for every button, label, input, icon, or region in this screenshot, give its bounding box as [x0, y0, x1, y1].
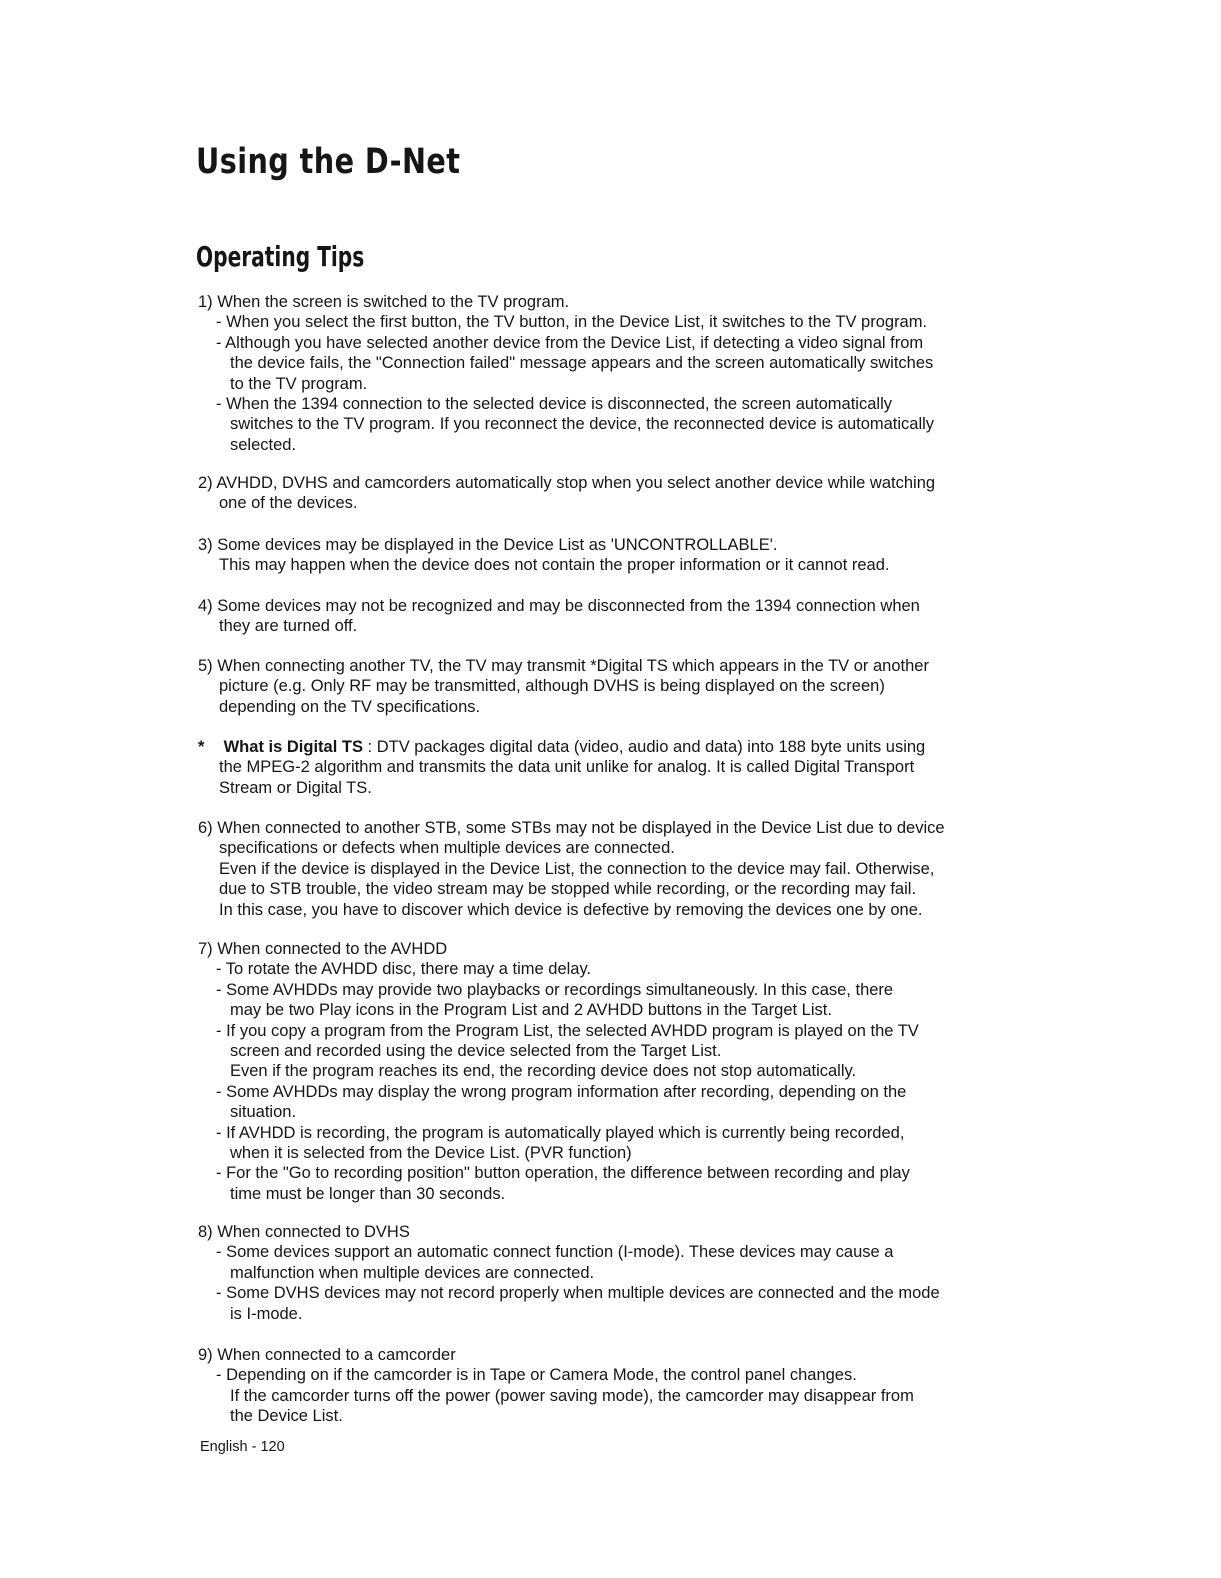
- tip-8-line: - Some devices support an automatic connect function (I-mode). These devices may cause a: [216, 1243, 894, 1261]
- tip-6-line: Even if the device is displayed in the Device List, the connection to the device may fail. Otherwise,: [219, 860, 935, 878]
- tip-7-line: - Some AVHDDs may display the wrong program information after recording, depending on the: [216, 1083, 907, 1101]
- tip-9-heading: 9) When connected to a camcorder: [198, 1346, 456, 1364]
- tip-7-line: - Some AVHDDs may provide two playbacks or recordings simultaneously. In this case, there: [216, 981, 894, 999]
- tip-1-line: - When you select the first button, the TV button, in the Device List, it switches to the TV program.: [216, 313, 928, 331]
- tip-4-line: they are turned off.: [219, 617, 358, 635]
- note-term: What is Digital TS: [223, 738, 363, 756]
- tip-4-heading: 4) Some devices may not be recognized and may be disconnected from the 1394 connection when: [198, 597, 920, 615]
- tip-2-heading: 2) AVHDD, DVHS and camcorders automatically stop when you select another device while watching: [198, 474, 936, 492]
- page-title: Using the D-Net: [196, 142, 461, 182]
- tip-2-line: one of the devices.: [219, 494, 358, 512]
- tip-8-line: - Some DVHS devices may not record properly when multiple devices are connected and the mode: [216, 1284, 940, 1302]
- tip-9-line: - Depending on if the camcorder is in Tape or Camera Mode, the control panel changes.: [216, 1366, 857, 1384]
- tip-8-line: malfunction when multiple devices are connected.: [230, 1264, 595, 1282]
- tip-5-line: picture (e.g. Only RF may be transmitted, although DVHS is being displayed on the screen): [219, 677, 885, 695]
- tip-9-line: If the camcorder turns off the power (power saving mode), the camcorder may disappear from: [230, 1387, 914, 1405]
- tip-6-line: specifications or defects when multiple devices are connected.: [219, 839, 675, 857]
- tip-7-line: - If AVHDD is recording, the program is automatically played which is currently being recorded,: [216, 1124, 905, 1142]
- tip-7-line: may be two Play icons in the Program List and 2 AVHDD buttons in the Target List.: [230, 1001, 832, 1019]
- tip-7-line: - For the "Go to recording position" button operation, the difference between recording and play: [216, 1164, 910, 1182]
- tip-7-line: - To rotate the AVHDD disc, there may a time delay.: [216, 960, 592, 978]
- tip-1-line: - Although you have selected another device from the Device List, if detecting a video signal from: [216, 334, 924, 352]
- tip-1-line: switches to the TV program. If you reconnect the device, the reconnected device is automatically: [230, 415, 935, 433]
- tip-1-line: to the TV program.: [230, 375, 368, 393]
- tip-5-line: depending on the TV specifications.: [219, 698, 481, 716]
- section-heading: Operating Tips: [196, 240, 365, 273]
- tip-8-heading: 8) When connected to DVHS: [198, 1223, 410, 1241]
- note-line: Stream or Digital TS.: [219, 779, 372, 797]
- tip-5-heading: 5) When connecting another TV, the TV may transmit *Digital TS which appears in the TV or another: [198, 657, 929, 675]
- tip-7-line: when it is selected from the Device List. (PVR function): [230, 1144, 632, 1162]
- tip-6-heading: 6) When connected to another STB, some STBs may not be displayed in the Device List due to device: [198, 819, 945, 837]
- tip-7-line: time must be longer than 30 seconds.: [230, 1185, 506, 1203]
- tip-7-line: - If you copy a program from the Program List, the selected AVHDD program is played on the TV: [216, 1022, 919, 1040]
- tip-1-line: selected.: [230, 436, 297, 454]
- tip-6-line: due to STB trouble, the video stream may be stopped while recording, or the recording may fail.: [219, 880, 917, 898]
- tip-1-heading: 1) When the screen is switched to the TV program.: [198, 293, 570, 311]
- tip-1-line: the device fails, the "Connection failed" message appears and the screen automatically switches: [230, 354, 934, 372]
- tip-6-line: In this case, you have to discover which device is defective by removing the devices one by one.: [219, 901, 923, 919]
- tip-1-line: - When the 1394 connection to the selected device is disconnected, the screen automatically: [216, 395, 892, 413]
- tip-7-line: Even if the program reaches its end, the recording device does not stop automatically.: [230, 1062, 857, 1080]
- tip-3-heading: 3) Some devices may be displayed in the Device List as 'UNCONTROLLABLE'.: [198, 536, 778, 554]
- page-number: English - 120: [200, 1439, 285, 1455]
- note-text: : DTV packages digital data (video, audio and data) into 188 byte units using: [362, 738, 926, 756]
- note-line: the MPEG-2 algorithm and transmits the data unit unlike for analog. It is called Digital Transport: [219, 758, 915, 776]
- tip-9-line: the Device List.: [230, 1407, 343, 1425]
- tip-7-heading: 7) When connected to the AVHDD: [198, 940, 448, 958]
- tip-7-line: screen and recorded using the device selected from the Target List.: [230, 1042, 722, 1060]
- note-asterisk: *: [198, 738, 205, 756]
- tip-3-line: This may happen when the device does not contain the proper information or it cannot read.: [219, 556, 890, 574]
- tip-8-line: is I-mode.: [230, 1305, 303, 1323]
- tip-7-line: situation.: [230, 1103, 297, 1121]
